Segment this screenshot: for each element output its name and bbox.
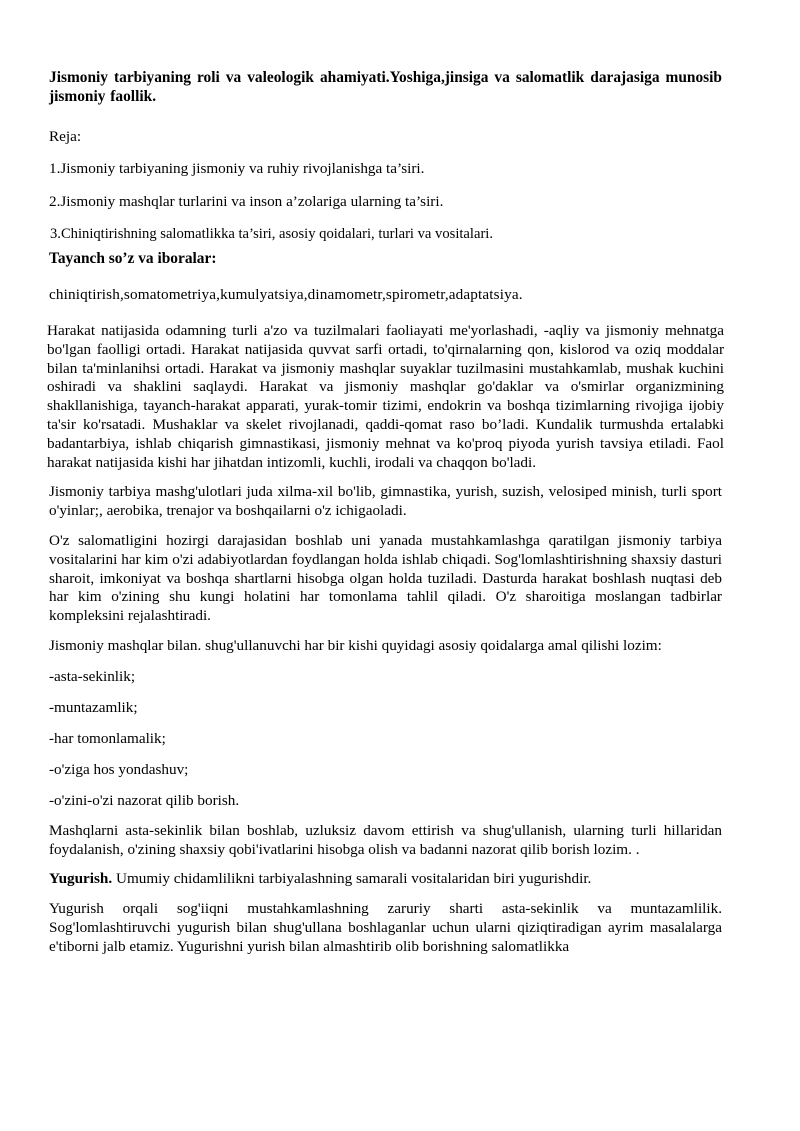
paragraph-after-rules: Mashqlarni asta-sekinlik bilan boshlab, uzluksiz davom ettirish va shug'ullanish, ularning turli hillaridan foydalanish, o'zining shaxsiy qobi'ivatlarini hisobga olish va badanni nazorat qilib borish lozim. . (49, 821, 722, 858)
paragraph-running (49, 870, 722, 889)
plan-item-1: 1.Jismoniy tarbiyaning jismoniy va ruhiy rivojlanishga ta’siri. (49, 160, 425, 177)
paragraph-rules-intro: Jismoniy mashqlar bilan. shug'ullanuvchi har bir kishi quyidagi asosiy qoidalarga amal qilishi lozim: (49, 636, 662, 654)
rule-item: -o'ziga hos yondashuv; (49, 760, 189, 778)
rule-item: -asta-sekinlik; (49, 667, 136, 685)
rule-item: -har tomonlamalik; (49, 729, 166, 747)
running-heading: Yugurish. (49, 870, 113, 888)
document-title: Jismoniy tarbiyaning roli va valeologik ahamiyati.Yoshiga,jinsiga va salomatlik darajasiga munosib jismoniy faollik. (49, 69, 722, 105)
rules-list (49, 667, 722, 810)
paragraph-movement: Harakat natijasida odamning turli a'zo va tuzilmalari faoliayati me'yorlashadi, -aqliy va jismoniy mehnatga bo'lgan faolligi ortadi. Harakat natijasida quvvat sarfi ortadi, to'qirnalarning qon, kislorod va oziq moddalar bilan ta'minlanihsi ortadi. Harakat va jismoniy mashqlar suyaklar tuzilmasini mustahkamlab, mushak kuchini oshiradi va shaklini saqlaydi. Harakat va jismoniy mashqlar go'daklar va o'smirlar organizmining shakllanishiga, tayanch-harakat apparati, yurak-tomir tizimi, endokrin va boshqa tizimlarning rivojiga ijobiy ta'sir ko'rsatadi. Mushaklar va skelet rivojlanadi, qaddi-qomat raso bo’ladi. Kundalik turmushda ertalabki badantarbiya, ishlab chiqarish gimnastikasi, jismoniy mehnat va ko'proq piyoda yurish tavsiya etiladi. Faol harakat natijasida kishi har jihatdan intizomli, kuchli, irodali va chaqqon bo'ladi. (47, 322, 724, 471)
running-text: Umumiy chidamlilikni tarbiyalashning samarali vositalaridan biri yugurishdir. (112, 870, 592, 888)
plan-item-2: 2.Jismoniy mashqlar turlarini va inson a’zolariga ularning ta’siri. (49, 193, 444, 210)
plan-item-3: 3.Chiniqtirishning salomatlikka ta’siri, asosiy qoidalari, turlari va vositalari. (50, 226, 494, 242)
rule-item: -o'zini-o'zi nazorat qilib borish. (49, 791, 240, 809)
rule-item: -muntazamlik; (49, 698, 138, 716)
paragraph-health-program: O'z salomatligini hozirgi darajasidan boshlab uni yanada mustahkamlashga qaratilgan jismoniy tarbiya vositalarini har kim o'zi adabiyotlardan foydlangan holda ishlab chiqadi. Sog'lomlashtirishning shaxsiy dasturi sharoit, imkoniyat va boshqa shartlarni hisobga olgan holda tuziladi. Dasturda harakat boshlash nuqtasi deb har kim o'zining shu kungi holatini har tomonlama tahlil qiladi. O'z sharoitiga moslangan tadbirlar kompleksini rejalashtiradi. (49, 531, 722, 625)
keywords-heading: Tayanch so’z va iboralar: (49, 250, 217, 267)
paragraph-running-details: Yugurish orqali sog'iiqni mustahkamlashning zaruriy sharti asta-sekinlik va muntazamlilik. Sog'lomlashtiruvchi yugurish bilan shug'ullana boshlaganlar uchun ularni qiziqtiradigan ayrim masalalarga e'tiborni jalb etamiz. Yugurishni yurish bilan almashtirib olib borishning salomatlikka (49, 900, 722, 955)
plan-label: Reja: (49, 128, 82, 145)
keywords-list: chiniqtirish,somatometriya,kumulyatsiya,dinamometr,spirometr,adaptatsiya. (49, 286, 523, 303)
paragraph-exercise-types: Jismoniy tarbiya mashg'ulotlari juda xilma-xil bo'lib, gimnastika, yurish, suzish, velosiped minish, turli sport o'yinlar;, aerobika, trenajor va boshqailarni o'z ichigaoladi. (49, 483, 722, 520)
